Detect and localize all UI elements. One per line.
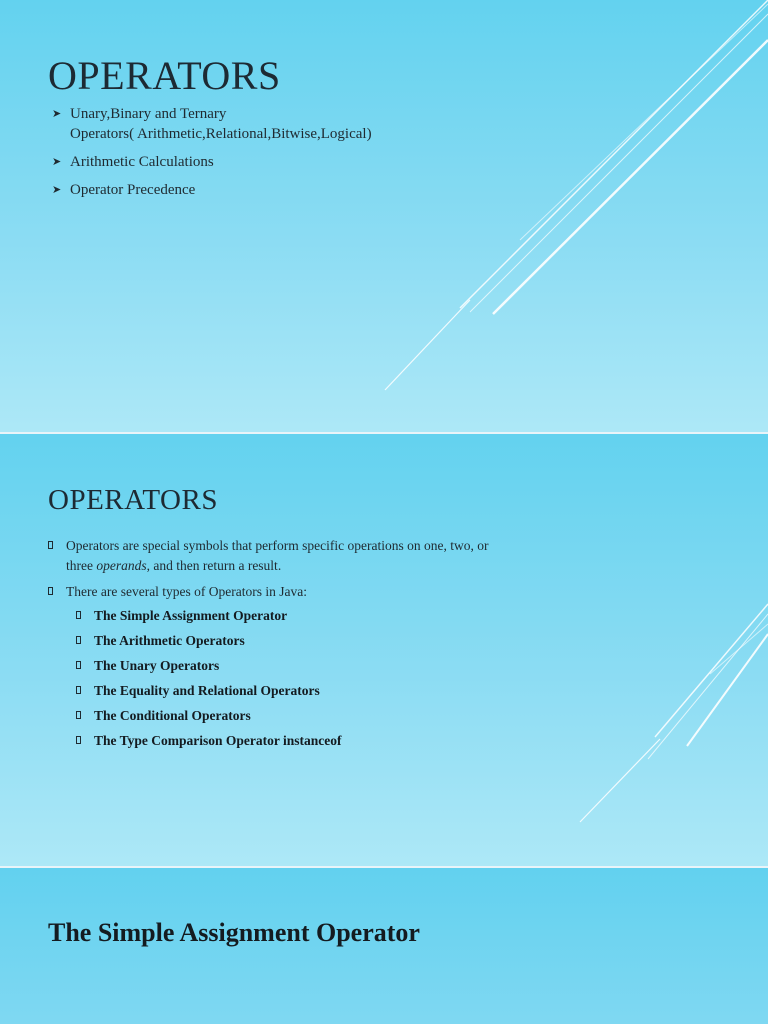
slide-1 (0, 0, 768, 432)
bullet-text: Operators are special symbols that perform specific operations on one, two, or (66, 538, 489, 553)
arrow-bullet-icon: ➤ (52, 184, 62, 196)
list-item (76, 656, 588, 676)
slide-2-title: OPERATORS (48, 484, 218, 516)
list-item (52, 152, 472, 172)
square-bullet-icon (76, 686, 81, 694)
operator-type: The Simple Assignment Operator (94, 608, 288, 623)
operator-type: The Unary Operators (94, 658, 220, 673)
bullet-text: Unary,Binary and Ternary (70, 106, 227, 122)
slide-3-title: The Simple Assignment Operator (48, 918, 420, 947)
square-bullet-icon (76, 611, 81, 619)
square-bullet-icon (76, 661, 81, 669)
square-bullet-icon (76, 736, 81, 744)
slide-3 (0, 868, 768, 1024)
square-bullet-icon (76, 636, 81, 644)
slide-1-title: OPERATORS (48, 53, 281, 98)
list-item (52, 104, 472, 144)
operator-type: The Equality and Relational Operators (94, 683, 320, 698)
operator-types-list (66, 606, 588, 751)
bullet-text: There are several types of Operators in Java: (66, 584, 308, 599)
slide-2 (0, 434, 768, 866)
list-item (76, 681, 588, 701)
list-item (76, 731, 588, 751)
list-item (48, 536, 588, 576)
list-item (52, 180, 472, 200)
bullet-text: Arithmetic Calculations (70, 154, 214, 170)
list-item (48, 582, 588, 751)
square-bullet-icon (48, 541, 53, 549)
arrow-bullet-icon: ➤ (52, 156, 62, 168)
bullet-text: three (66, 558, 97, 573)
bullet-text: , and then return a result. (146, 558, 282, 573)
list-item (76, 706, 588, 726)
arrow-bullet-icon: ➤ (52, 108, 62, 120)
square-bullet-icon (48, 587, 53, 595)
list-item (76, 631, 588, 651)
emphasis-text: operands (96, 558, 147, 573)
square-bullet-icon (76, 711, 81, 719)
operator-type: The Conditional Operators (94, 708, 251, 723)
bullet-text: Operator Precedence (70, 182, 196, 198)
bullet-text: Operators( Arithmetic,Relational,Bitwise,Logical) (70, 126, 372, 142)
slide-2-bullet-list (48, 536, 588, 757)
operator-type: The Type Comparison Operator instanceof (94, 733, 342, 748)
operator-type: The Arithmetic Operators (94, 633, 245, 648)
list-item (76, 606, 588, 626)
slide-1-bullet-list (52, 104, 472, 208)
